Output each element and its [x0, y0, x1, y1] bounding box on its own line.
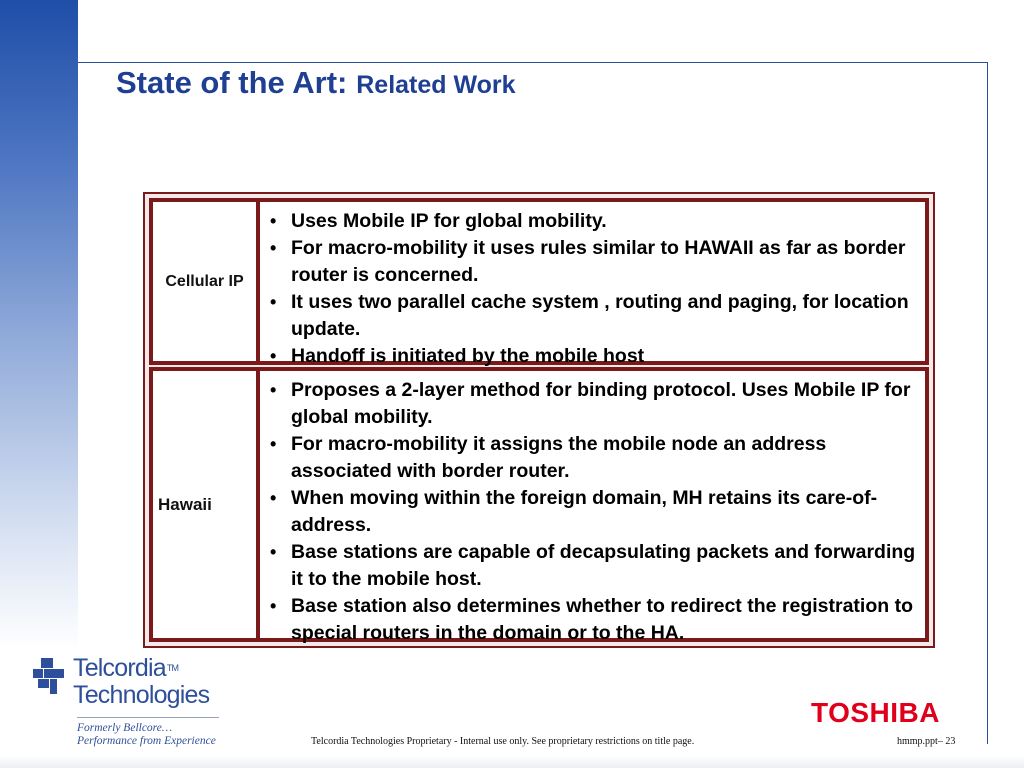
row-bullets-cell [260, 371, 925, 644]
side-gradient-bar [0, 0, 78, 650]
slide-number: hmmp.ppt– 23 [897, 736, 956, 747]
row-bullets-cell [260, 202, 925, 367]
toshiba-logo: TOSHIBA [811, 697, 940, 728]
telcordia-logo [33, 655, 223, 750]
row-label: Cellular IP [165, 272, 244, 290]
row-label: Hawaii [158, 494, 212, 514]
telcordia-name: Telcordia [73, 654, 166, 682]
related-work-table [143, 192, 935, 648]
telcordia-wordmark [73, 655, 209, 709]
table-row-hawaii [149, 367, 929, 642]
footer-proprietary-text: Telcordia Technologies Proprietary - Internal use only. See proprietary restrictions on title page. [311, 736, 695, 747]
tagline-formerly: Formerly Bellcore… [77, 722, 173, 734]
bottom-strip [0, 756, 1024, 768]
bullet-item: • Base stations are capable of decapsulating packets and forwarding it to the mobile host. [268, 539, 917, 593]
bullet-item: • Proposes a 2-layer method for binding protocol. Uses Mobile IP for global mobility. [268, 377, 917, 431]
title-sub: Related Work [356, 71, 516, 99]
bullet-list [268, 208, 917, 370]
frame-top-line [78, 62, 988, 63]
bullet-list [268, 377, 917, 647]
bullet-item: • When moving within the foreign domain, MH retains its care-of-address. [268, 485, 917, 539]
row-label-cell [153, 371, 256, 638]
frame-right-line [987, 62, 988, 744]
bullet-item: • Base station also determines whether to redirect the registration to special routers in the domain or to the HA. [268, 593, 917, 647]
trademark-symbol: TM [166, 663, 179, 673]
telcordia-tagline [77, 722, 216, 748]
title-main: State of the Art: [116, 65, 348, 100]
bullet-item: • For macro-mobility it uses rules similar to HAWAII as far as border router is concerned. [268, 235, 917, 289]
table-row-cellular-ip [149, 198, 929, 365]
page-title [116, 64, 516, 101]
row-label-cell [153, 202, 256, 361]
bullet-item: • It uses two parallel cache system , routing and paging, for location update. [268, 289, 917, 343]
logo-divider [77, 717, 219, 718]
bullet-item: • Uses Mobile IP for global mobility. [268, 208, 917, 235]
tagline-performance: Performance from Experience [77, 735, 216, 747]
technologies-name: Technologies [73, 681, 210, 709]
telcordia-mark-icon [33, 658, 67, 696]
bullet-item: • Handoff is initiated by the mobile host [268, 343, 917, 370]
bullet-item: • For macro-mobility it assigns the mobile node an address associated with border router. [268, 431, 917, 485]
